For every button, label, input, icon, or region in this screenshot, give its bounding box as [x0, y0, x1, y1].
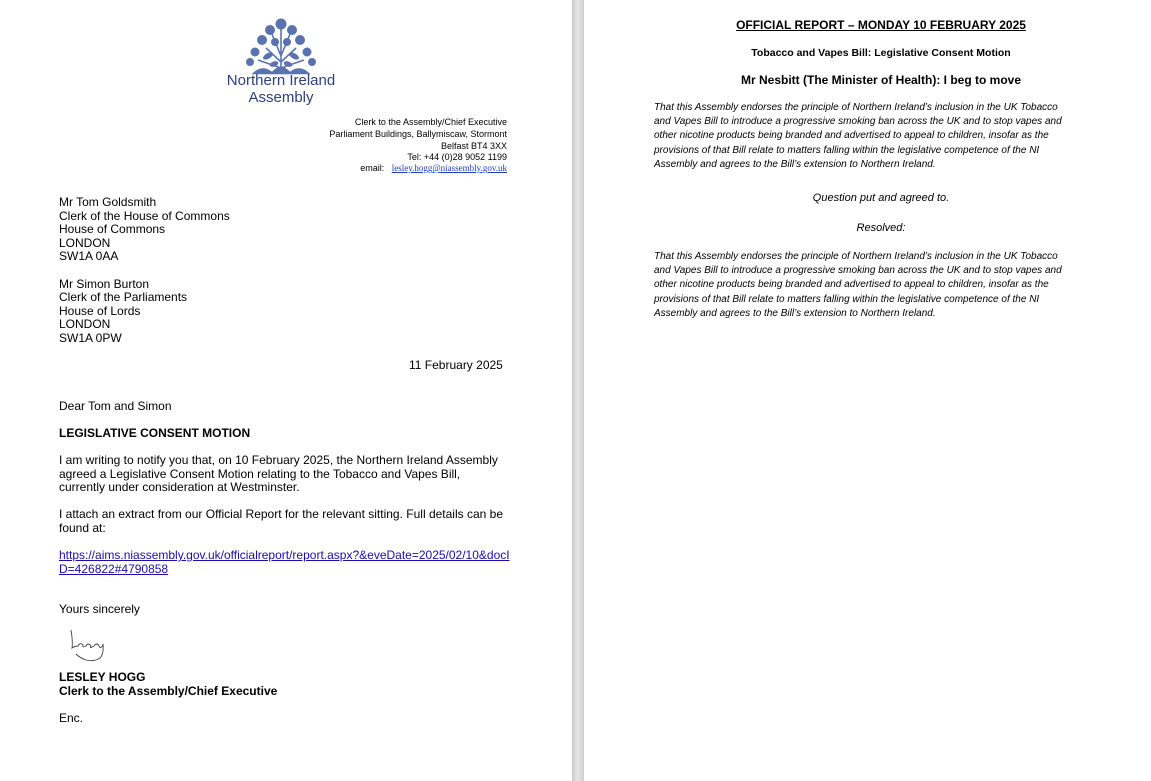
motion-text: [654, 101, 1104, 172]
salutation: Dear Tom and Simon: [59, 399, 172, 413]
para1-line3: currently under consideration at Westminster.: [59, 480, 300, 494]
recipient2-postcode: SW1A 0PW: [59, 331, 122, 345]
recipient1-postcode: SW1A 0AA: [59, 249, 119, 263]
sender-address-line3: Belfast BT4 3XX: [440, 141, 507, 151]
report-speaker: Mr Nesbitt (The Minister of Health): I beg to move: [740, 73, 1021, 87]
signer-name: LESLEY HOGG: [59, 670, 146, 684]
letter-page: [0, 0, 572, 781]
sender-address-line2: Parliament Buildings, Ballymiscaw, Stormont: [329, 129, 507, 139]
resolution-text: [654, 250, 1104, 321]
logo-text-line1: Northern Ireland: [226, 72, 336, 89]
motion-line2: and Vapes Bill to introduce a progressive smoking ban across the UK and to stop vapes and: [654, 116, 1062, 128]
recipient2-title: Clerk of the Parliaments: [59, 290, 188, 304]
recipient2-org: House of Lords: [59, 304, 141, 318]
logo-text-line2: Assembly: [248, 89, 314, 106]
report-url-line1[interactable]: https://aims.niassembly.gov.uk/officialreport/report.aspx?&eveDate=2025/02/10&docI: [59, 548, 510, 562]
report-page: [584, 0, 1151, 781]
motion-line1: That this Assembly endorses the principle of Northern Ireland’s inclusion in the UK Tobacco: [654, 102, 1058, 113]
para1-line1: I am writing to notify you that, on 10 February 2025, the Northern Ireland Assembly: [59, 453, 498, 467]
recipient1-city: LONDON: [59, 236, 111, 250]
resolution-line1: That this Assembly endorses the principle of Northern Ireland’s inclusion in the UK Tobacco: [654, 251, 1058, 262]
recipient1-title: Clerk of the House of Commons: [59, 209, 230, 223]
sender-email-link[interactable]: lesley.hogg@niassembly.gov.uk: [391, 163, 507, 173]
recipient1-org: House of Commons: [59, 222, 166, 236]
report-url-line2[interactable]: D=426822#4790858: [59, 562, 169, 576]
resolved-label: Resolved:: [856, 222, 906, 234]
signature-image: [66, 624, 112, 666]
resolution-line5: Assembly and agrees to the Bill’s extension to Northern Ireland.: [654, 307, 936, 319]
recipient2-city: LONDON: [59, 317, 111, 331]
sender-email-line: [360, 163, 507, 174]
question-put: Question put and agreed to.: [812, 192, 950, 204]
report-title: OFFICIAL REPORT – MONDAY 10 FEBRUARY 2025: [736, 18, 1026, 32]
signer-title: Clerk to the Assembly/Chief Executive: [59, 684, 278, 698]
para2-line2: found at:: [59, 521, 106, 535]
sender-email-label: email:: [360, 163, 385, 173]
report-subtitle: Tobacco and Vapes Bill: Legislative Consent Motion: [751, 47, 1011, 59]
resolution-line2: and Vapes Bill to introduce a progressive smoking ban across the UK and to stop vapes and: [654, 265, 1062, 277]
resolution-line3: other nicotine products being branded and advertised to appeal to children, insofar as the: [654, 279, 1049, 291]
recipient2-name: Mr Simon Burton: [59, 277, 150, 291]
resolution-line4: provisions of that Bill relate to matters falling within the legislative competence of the NI: [654, 293, 1040, 305]
para1-line2: agreed a Legislative Consent Motion relating to the Tobacco and Vapes Bill,: [59, 467, 461, 481]
letter-date: 11 February 2025: [409, 358, 503, 372]
closing: Yours sincerely: [59, 602, 140, 616]
recipient1-name: Mr Tom Goldsmith: [59, 195, 157, 209]
letter-heading: LEGISLATIVE CONSENT MOTION: [59, 426, 251, 440]
sender-tel: Tel: +44 (0)28 9052 1199: [407, 152, 507, 162]
para2-line1: I attach an extract from our Official Report for the relevant sitting. Full details can be: [59, 507, 503, 521]
motion-line4: provisions of that Bill relate to matters falling within the legislative competence of the NI: [654, 144, 1040, 156]
motion-line3: other nicotine products being branded and advertised to appeal to children, insofar as the: [654, 130, 1049, 142]
page-gutter: [572, 0, 584, 781]
enclosure: Enc.: [59, 711, 84, 725]
sender-address-line1: Clerk to the Assembly/Chief Executive: [354, 117, 507, 127]
motion-line5: Assembly and agrees to the Bill’s extension to Northern Ireland.: [654, 158, 936, 170]
